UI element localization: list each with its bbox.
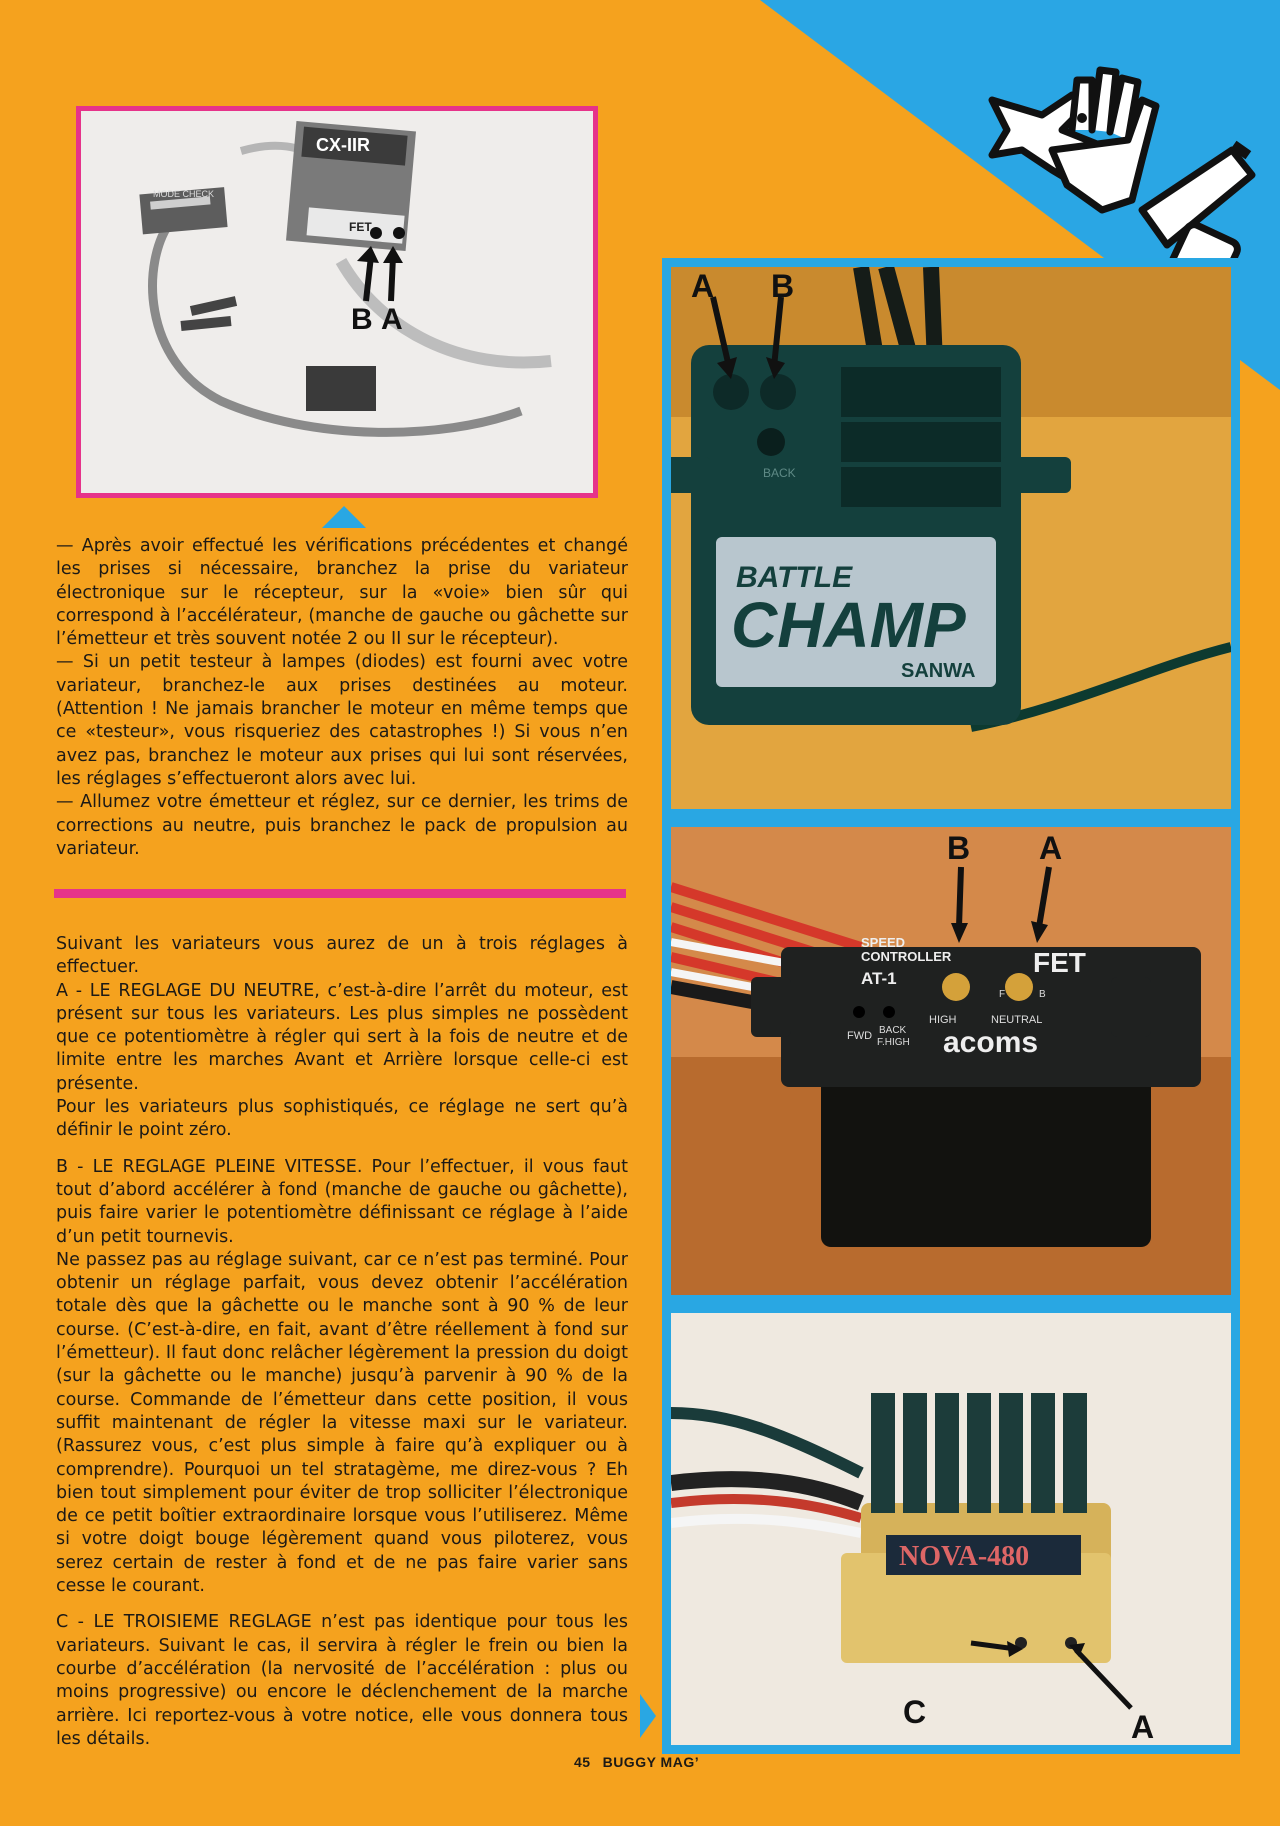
heading-a: A - LE REGLAGE DU NEUTRE xyxy=(56,980,315,1001)
champ-label-b: B xyxy=(771,268,795,304)
neutral-label: NEUTRAL xyxy=(991,1014,1043,1026)
nova-480-label: NOVA-480 xyxy=(899,1541,1030,1572)
acoms-label-b: B xyxy=(947,830,971,866)
text-b: . Pour l’effectuer, il vous faut tout d’abord accélérer à fond (manche de gauche ou gâchette), puis faire varier le potentiomètre définissant ce réglage à l’aide d’un petit tournevis. xyxy=(56,1156,628,1247)
heading-c: C - LE TROISIEME REGLAGE xyxy=(56,1612,312,1633)
champ-label: CHAMP xyxy=(731,589,966,661)
fhigh-label: F.HIGH xyxy=(877,1037,910,1048)
text-a: , c’est-à-dire l’arrêt du moteur, est présent sur tous les variateurs. Les plus simples ne possèdent que ce potentiomètre à régler qui sert à la fois de neutre et de limite entre les marches Avant et Arrière lorsque celle-ci est présente. xyxy=(56,980,628,1094)
nova-drawing xyxy=(671,1313,1231,1745)
paragraph-b xyxy=(56,1156,628,1249)
sanwa-label: SANWA xyxy=(901,660,976,682)
paragraph-b2: Ne passez pas au réglage suivant, car ce n’est pas terminé. Pour obtenir un réglage parfait, vous devez obtenir l’accélération totale dès que la gâchette ou le manche sont à 90 % de leur course. (C’est-à-dire, en fait, avant d’être réellement à fond sur l’émetteur). Il faut donc relâcher légèrement la pression du doigt (sur la gâchette ou le manche) jusqu’à parvenir à 90 % de la course. Commande de l’émetteur dans cette position, il vous suffit maintenant de régler la vitesse maxi sur le variateur. (Rassurez vous, c’est plus simple à faire qu’à expliquer ou à comprendre). Pourquoi un tel stratagème, me direz-vous ? Eh bien tout simplement pour éviter de trop solliciter l’électronique de ce petit boîtier extraordinaire lorsque vous l’utiliserez. Même si votre doigt bouge légèrement quand vous piloterez, vous serez certain de rester à fond et de ne pas faire varier sans cesse le courant. xyxy=(56,1249,628,1597)
blue-arrow-right xyxy=(640,1694,656,1738)
nova-label-a: A xyxy=(1131,1709,1155,1745)
cx2r-label: CX-IIR xyxy=(316,135,370,155)
paragraph: — Après avoir effectué les vérifications précédentes et changé les prises si nécessaire, branchez la prise du variateur électronique sur le récepteur, sur la «voie» bien sûr qui correspond à l’accélérateur, (manche de gauche ou gâchette sur l’émetteur et très souvent notée 2 ou II sur le récepteur). xyxy=(56,536,628,650)
fet-label: FET xyxy=(1033,947,1086,978)
battle-champ-drawing xyxy=(671,267,1231,809)
paragraph: — Si un petit testeur à lampes (diodes) est fourni avec votre variateur, branchez-le aux prises destinées au moteur. (Attention ! Ne jamais brancher le moteur en même temps que ce «testeur», vous risqueriez des catastrophes !) Si vous n’en avez pas, branchez le moteur aux prises qui lui sont réservées, les réglages s’effectueront alors avec lui. xyxy=(56,652,628,789)
bw-label-b: B xyxy=(351,303,373,336)
photo-cx2r-drawing xyxy=(81,111,593,493)
photo-acoms-controller xyxy=(662,818,1240,1304)
controller-label: CONTROLLER xyxy=(861,949,952,964)
photo-cx2r-controller xyxy=(76,106,598,498)
blue-arrow-up xyxy=(322,506,366,528)
b-label: B xyxy=(1039,989,1046,1000)
article-section-2 xyxy=(56,933,628,1751)
cx2r-fet-label: FET xyxy=(349,220,372,234)
text-c: n’est pas identique pour tous les variateurs. Suivant le cas, il servira à régler le frein ou bien la courbe d’accélération (la nervosité de l’accélération : plus ou moins progressive) ou encore le déclenchement de la marche arrière. Ici reportez-vous à votre notice, elle vous donnera tous les détails. xyxy=(56,1612,628,1749)
photo-battle-champ xyxy=(662,258,1240,818)
tester-label: MODE CHECK xyxy=(153,189,215,199)
speed-label: SPEED xyxy=(861,935,906,950)
intro-paragraph: Suivant les variateurs vous aurez de un à trois réglages à effectuer. xyxy=(56,934,628,978)
acoms-brand-label: acoms xyxy=(943,1026,1039,1059)
high-label: HIGH xyxy=(929,1014,957,1026)
paragraph-c xyxy=(56,1611,628,1751)
photo-nova-480 xyxy=(662,1304,1240,1754)
paragraph-a2: Pour les variateurs plus sophistiqués, ce réglage ne sert qu’à définir le point zéro. xyxy=(56,1097,628,1141)
page-footer xyxy=(574,1754,699,1770)
f-label: F xyxy=(999,989,1006,1000)
paragraph: — Allumez votre émetteur et réglez, sur ce dernier, les trims de corrections au neutre, puis branchez le pack de propulsion au variateur. xyxy=(56,792,628,859)
back-small-label: BACK xyxy=(763,466,796,480)
page-number: 45 xyxy=(574,1754,591,1770)
acoms-label-a: A xyxy=(1039,830,1063,866)
at1-label: AT-1 xyxy=(861,969,897,988)
champ-label-a: A xyxy=(691,268,715,304)
fwd-label: FWD xyxy=(847,1030,873,1042)
pink-divider xyxy=(54,889,626,898)
acoms-drawing xyxy=(671,827,1231,1295)
battle-label: BATTLE xyxy=(736,561,853,594)
magazine-name: BUGGY MAG’ xyxy=(602,1754,700,1770)
paragraph-a xyxy=(56,980,628,1096)
acoms-back-label: BACK xyxy=(879,1025,907,1036)
bw-label-a: A xyxy=(381,303,403,336)
heading-b: B - LE REGLAGE PLEINE VITESSE xyxy=(56,1156,357,1177)
article-section-1 xyxy=(56,535,628,861)
nova-label-c: C xyxy=(903,1694,927,1730)
